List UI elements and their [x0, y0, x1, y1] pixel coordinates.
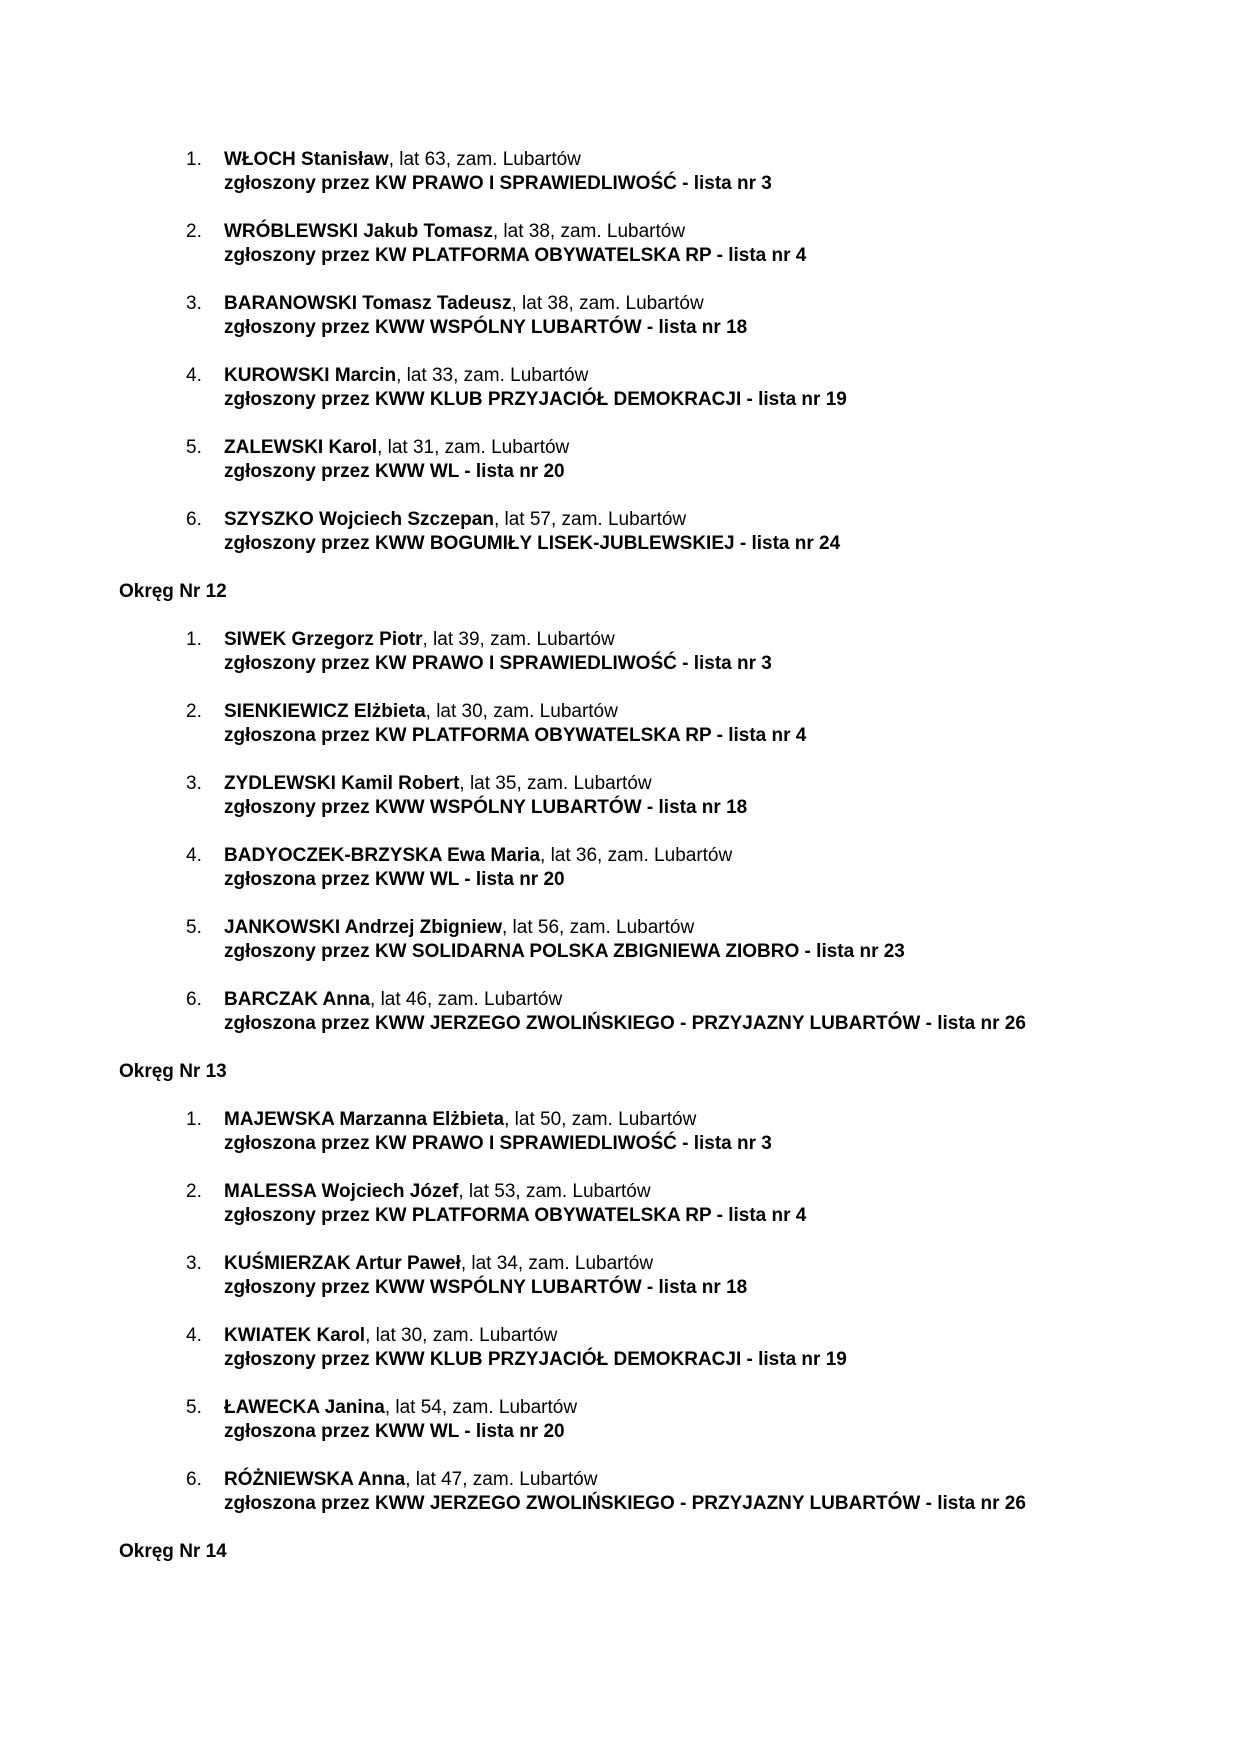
candidate-entry	[0, 700, 1240, 748]
candidate-entry	[0, 772, 1240, 820]
candidate-details: , lat 36, zam. Lubartów	[540, 845, 733, 866]
candidate-entry	[0, 1468, 1240, 1516]
candidate-entry	[0, 916, 1240, 964]
candidate-number: 6.	[186, 989, 202, 1010]
candidate-nomination: zgłoszona przez KW PLATFORMA OBYWATELSKA RP - lista nr 4	[224, 725, 807, 746]
candidate-details: , lat 34, zam. Lubartów	[460, 1253, 654, 1274]
candidate-nomination: zgłoszony przez KW PRAWO I SPRAWIEDLIWOŚĆ - lista nr 3	[224, 173, 772, 194]
candidate-nomination: zgłoszony przez KWW WSPÓLNY LUBARTÓW - lista nr 18	[224, 797, 748, 818]
candidate-info	[224, 700, 618, 724]
candidate-entry	[0, 1108, 1240, 1156]
candidate-nomination: zgłoszony przez KW PLATFORMA OBYWATELSKA RP - lista nr 4	[224, 1205, 807, 1226]
candidate-number: 5.	[186, 1397, 202, 1418]
candidate-name: SIWEK Grzegorz Piotr	[224, 629, 423, 650]
candidate-entry	[0, 508, 1240, 556]
candidate-info	[224, 364, 588, 388]
candidate-entry	[0, 628, 1240, 676]
candidate-info	[224, 772, 652, 796]
candidate-details: , lat 38, zam. Lubartów	[492, 221, 686, 242]
candidate-info	[224, 1108, 696, 1132]
district-heading: Okręg Nr 14	[119, 1541, 227, 1562]
candidate-entry	[0, 1252, 1240, 1300]
candidate-name: BARCZAK Anna	[224, 989, 371, 1010]
candidate-name: BADYOCZEK-BRZYSKA Ewa Maria	[224, 845, 541, 866]
candidate-nomination: zgłoszona przez KWW WL - lista nr 20	[224, 1421, 565, 1442]
candidate-nomination: zgłoszona przez KWW JERZEGO ZWOLIŃSKIEGO - PRZYJAZNY LUBARTÓW - lista nr 26	[224, 1493, 1026, 1514]
candidate-nomination: zgłoszona przez KWW WL - lista nr 20	[224, 869, 565, 890]
district-heading: Okręg Nr 13	[119, 1061, 227, 1082]
candidate-number: 1.	[186, 1109, 202, 1130]
district-heading: Okręg Nr 12	[119, 581, 227, 602]
candidate-info	[224, 436, 569, 460]
candidate-name: JANKOWSKI Andrzej Zbigniew	[224, 917, 502, 938]
candidate-entry	[0, 364, 1240, 412]
candidate-entry	[0, 844, 1240, 892]
candidate-name: MALESSA Wojciech Józef	[224, 1181, 459, 1202]
candidate-name: ZYDLEWSKI Kamil Robert	[224, 773, 460, 794]
candidate-nomination: zgłoszony przez KWW KLUB PRZYJACIÓŁ DEMOKRACJI - lista nr 19	[224, 389, 847, 410]
candidate-entry	[0, 220, 1240, 268]
candidate-details: , lat 30, zam. Lubartów	[425, 701, 618, 722]
candidate-details: , lat 46, zam. Lubartów	[370, 989, 563, 1010]
candidate-number: 6.	[186, 1469, 202, 1490]
candidate-number: 4.	[186, 365, 202, 386]
candidate-info	[224, 508, 686, 532]
candidate-name: ŁAWECKA Janina	[224, 1397, 385, 1418]
candidate-nomination: zgłoszony przez KWW WSPÓLNY LUBARTÓW - lista nr 18	[224, 317, 748, 338]
candidate-number: 3.	[186, 773, 202, 794]
candidate-name: KUROWSKI Marcin	[224, 365, 397, 386]
candidate-entry	[0, 1396, 1240, 1444]
candidate-info	[224, 1468, 597, 1492]
candidate-nomination: zgłoszona przez KWW JERZEGO ZWOLIŃSKIEGO - PRZYJAZNY LUBARTÓW - lista nr 26	[224, 1013, 1026, 1034]
candidate-details: , lat 53, zam. Lubartów	[458, 1181, 651, 1202]
candidate-details: , lat 39, zam. Lubartów	[422, 629, 615, 650]
candidate-entry	[0, 988, 1240, 1036]
candidate-entry	[0, 1180, 1240, 1228]
candidate-name: WŁOCH Stanisław	[224, 149, 389, 170]
candidate-entry	[0, 292, 1240, 340]
candidate-entry	[0, 436, 1240, 484]
candidate-details: , lat 54, zam. Lubartów	[384, 1397, 578, 1418]
candidate-details: , lat 35, zam. Lubartów	[459, 773, 652, 794]
candidate-name: WRÓBLEWSKI Jakub Tomasz	[224, 221, 493, 242]
candidate-number: 2.	[186, 221, 202, 242]
candidate-number: 3.	[186, 293, 202, 314]
candidate-nomination: zgłoszony przez KWW KLUB PRZYJACIÓŁ DEMOKRACJI - lista nr 19	[224, 1349, 847, 1370]
candidate-info	[224, 1396, 577, 1420]
candidate-number: 1.	[186, 149, 202, 170]
candidate-name: KUŚMIERZAK Artur Paweł	[224, 1253, 461, 1274]
candidate-info	[224, 1252, 653, 1276]
candidate-name: SIENKIEWICZ Elżbieta	[224, 701, 426, 722]
candidate-number: 5.	[186, 917, 202, 938]
candidate-name: ZALEWSKI Karol	[224, 437, 378, 458]
candidate-nomination: zgłoszona przez KW PRAWO I SPRAWIEDLIWOŚĆ - lista nr 3	[224, 1133, 772, 1154]
candidate-details: , lat 63, zam. Lubartów	[388, 149, 581, 170]
candidate-number: 5.	[186, 437, 202, 458]
candidate-number: 6.	[186, 509, 202, 530]
candidate-nomination: zgłoszony przez KW PRAWO I SPRAWIEDLIWOŚĆ - lista nr 3	[224, 653, 772, 674]
candidate-name: KWIATEK Karol	[224, 1325, 366, 1346]
candidate-details: , lat 47, zam. Lubartów	[405, 1469, 598, 1490]
candidate-name: RÓŻNIEWSKA Anna	[224, 1469, 406, 1490]
candidate-number: 4.	[186, 1325, 202, 1346]
candidate-number: 2.	[186, 1181, 202, 1202]
candidate-details: , lat 38, zam. Lubartów	[511, 293, 704, 314]
candidate-info	[224, 988, 562, 1012]
candidate-details: , lat 57, zam. Lubartów	[493, 509, 687, 530]
candidate-nomination: zgłoszony przez KW SOLIDARNA POLSKA ZBIGNIEWA ZIOBRO - lista nr 23	[224, 941, 905, 962]
candidate-info	[224, 148, 581, 172]
candidate-info	[224, 844, 732, 868]
candidate-info	[224, 1180, 651, 1204]
candidate-nomination: zgłoszony przez KWW WSPÓLNY LUBARTÓW - lista nr 18	[224, 1277, 748, 1298]
candidate-info	[224, 292, 704, 316]
candidate-nomination: zgłoszony przez KWW BOGUMIŁY LISEK-JUBLEWSKIEJ - lista nr 24	[224, 533, 841, 554]
candidate-number: 3.	[186, 1253, 202, 1274]
candidate-info	[224, 1324, 557, 1348]
candidate-details: , lat 33, zam. Lubartów	[396, 365, 589, 386]
candidate-name: MAJEWSKA Marzanna Elżbieta	[224, 1109, 505, 1130]
candidate-details: , lat 31, zam. Lubartów	[377, 437, 570, 458]
candidate-nomination: zgłoszony przez KWW WL - lista nr 20	[224, 461, 565, 482]
candidate-entry	[0, 148, 1240, 196]
candidate-info	[224, 220, 685, 244]
candidate-name: BARANOWSKI Tomasz Tadeusz	[224, 293, 512, 314]
candidate-name: SZYSZKO Wojciech Szczepan	[224, 509, 494, 530]
candidate-number: 4.	[186, 845, 202, 866]
candidate-details: , lat 50, zam. Lubartów	[504, 1109, 697, 1130]
candidate-info	[224, 628, 615, 652]
candidate-info	[224, 916, 694, 940]
candidate-number: 1.	[186, 629, 202, 650]
candidate-number: 2.	[186, 701, 202, 722]
candidate-details: , lat 30, zam. Lubartów	[365, 1325, 558, 1346]
candidate-entry	[0, 1324, 1240, 1372]
candidate-details: , lat 56, zam. Lubartów	[501, 917, 695, 938]
candidate-nomination: zgłoszony przez KW PLATFORMA OBYWATELSKA RP - lista nr 4	[224, 245, 807, 266]
